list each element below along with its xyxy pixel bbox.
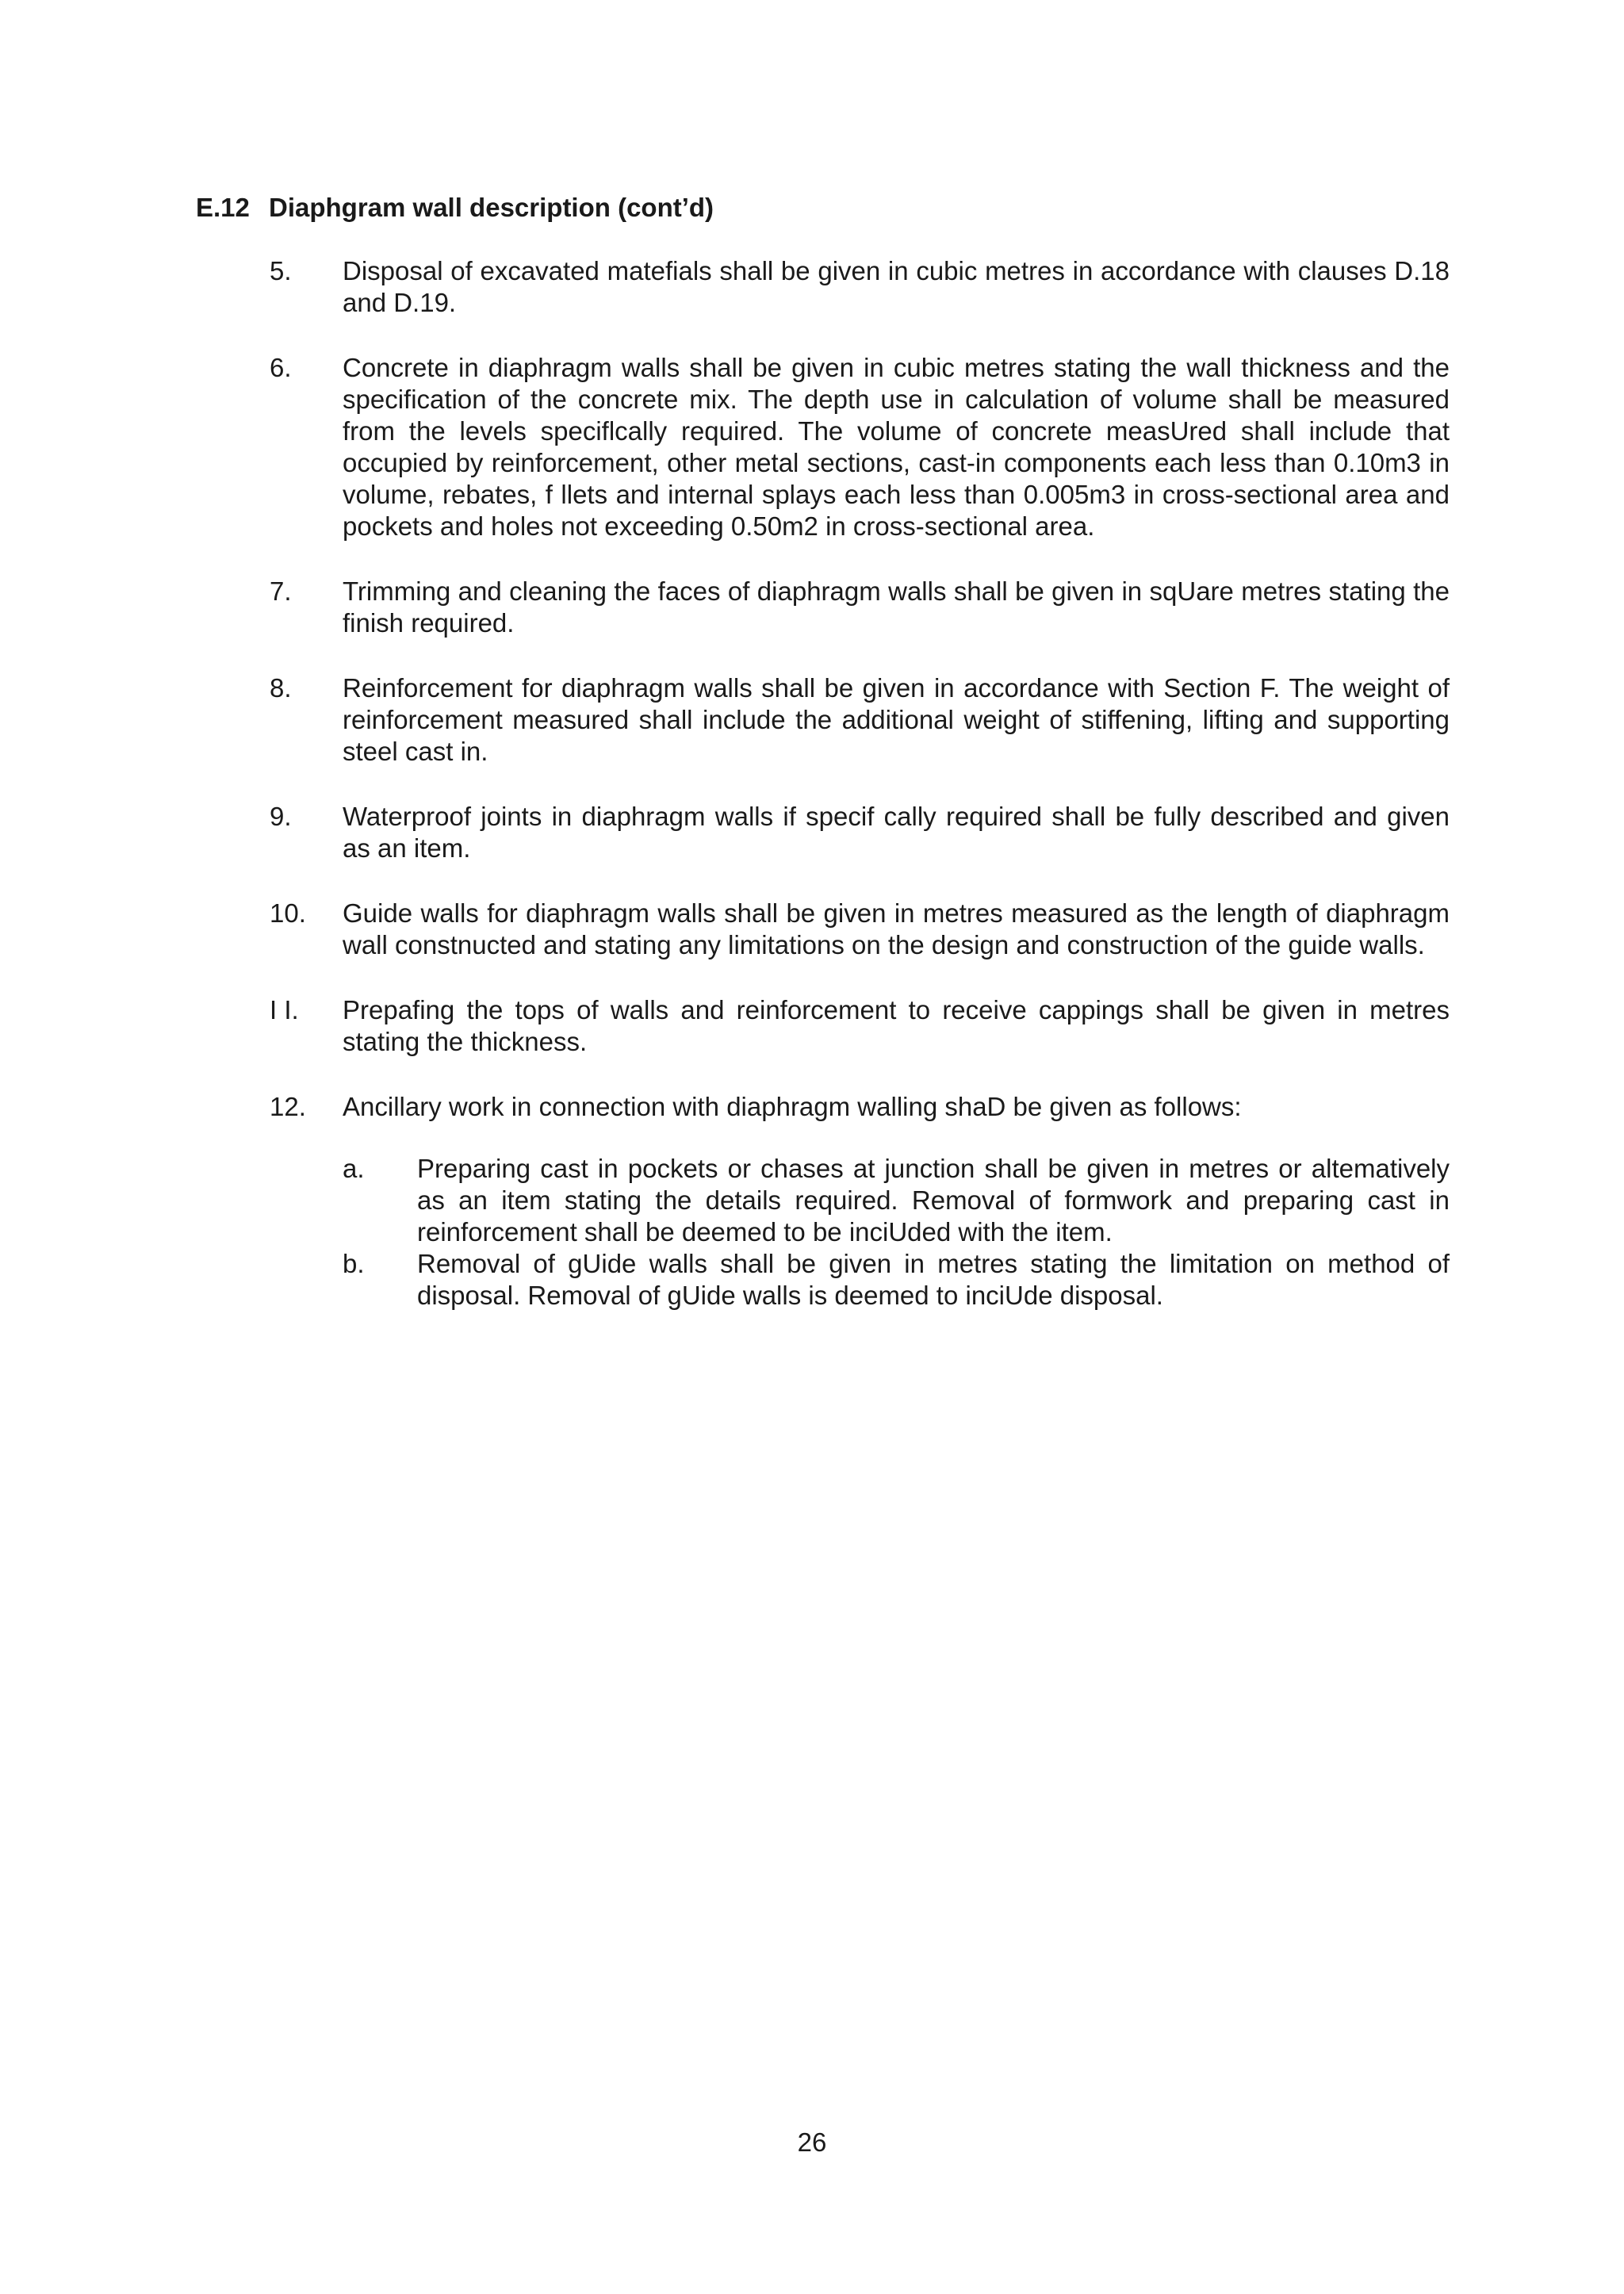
clause-number: 8. bbox=[270, 673, 292, 703]
subclause-item bbox=[343, 1153, 1450, 1248]
clause-item bbox=[270, 672, 1450, 768]
clause-text: Waterproof joints in diaphragm walls if specif cally required shall be fully described and given as an item. bbox=[343, 802, 1450, 863]
clause-number: 6. bbox=[270, 353, 292, 382]
clause-text: Prepafing the tops of walls and reinforcement to receive cappings shall be given in metres stating the thickness. bbox=[343, 995, 1450, 1056]
clause-number: 12. bbox=[270, 1092, 306, 1121]
clause-item bbox=[270, 994, 1450, 1058]
page-number: 26 bbox=[797, 2127, 827, 2157]
section-heading bbox=[196, 192, 714, 224]
subclause-text: Removal of gUide walls shall be given in metres stating the limitation on method of disposal. Removal of gUide walls is deemed to inciUde disposal. bbox=[417, 1249, 1450, 1310]
clause-number: I I. bbox=[270, 995, 299, 1024]
subclause-text: Preparing cast in pockets or chases at junction shall be given in metres or altematively as an item stating the details required. Removal of formwork and preparing cast in reinforcement shall be deemed to be inciUded with the item. bbox=[417, 1154, 1450, 1247]
clause-item bbox=[270, 576, 1450, 639]
subclause-letter: a. bbox=[343, 1154, 365, 1183]
subclause-list bbox=[343, 1153, 1450, 1312]
subclause-item bbox=[343, 1248, 1450, 1312]
clause-text: Trimming and cleaning the faces of diaphragm walls shall be given in sqUare metres stating the finish required. bbox=[343, 576, 1450, 638]
clause-item bbox=[270, 801, 1450, 864]
clause-number: 9. bbox=[270, 802, 292, 831]
section-title: Diaphgram wall description (cont’d) bbox=[269, 193, 714, 222]
clause-text: Ancillary work in connection with diaphragm walling shaD be given as follows: bbox=[343, 1092, 1242, 1121]
clause-text: Concrete in diaphragm walls shall be given in cubic metres stating the wall thickness and the specification of the concrete mix. The depth use in calculation of volume shall be measured from the levels speciflcally required. The volume of concrete measUred shall include that occupied by reinforcement, other metal sections, cast-in components each less than 0.10m3 in volume, rebates, f llets and internal splays each less than 0.005m3 in cross-sectional area and pockets and holes not exceeding 0.50m2 in cross-sectional area. bbox=[343, 353, 1450, 541]
clause-item bbox=[270, 898, 1450, 961]
clause-text: Guide walls for diaphragm walls shall be given in metres measured as the length of diaphragm wall constnucted and stating any limitations on the design and construction of the guide walls. bbox=[343, 898, 1450, 959]
clause-item bbox=[270, 352, 1450, 542]
clause-number: 5. bbox=[270, 256, 292, 285]
clause-text: Reinforcement for diaphragm walls shall be given in accordance with Section F. The weight of reinforcement measured shall include the additional weight of stiffening, lifting and supporting steel cast in. bbox=[343, 673, 1450, 766]
clause-text: Disposal of excavated matefials shall be given in cubic metres in accordance with clauses D.18 and D.19. bbox=[343, 256, 1450, 317]
subclause-letter: b. bbox=[343, 1249, 365, 1278]
section-number: E.12 bbox=[196, 193, 250, 222]
clause-item bbox=[270, 255, 1450, 319]
clause-item bbox=[270, 1091, 1450, 1312]
clause-number: 7. bbox=[270, 576, 292, 606]
clause-list bbox=[270, 255, 1450, 1345]
clause-number: 10. bbox=[270, 898, 306, 928]
